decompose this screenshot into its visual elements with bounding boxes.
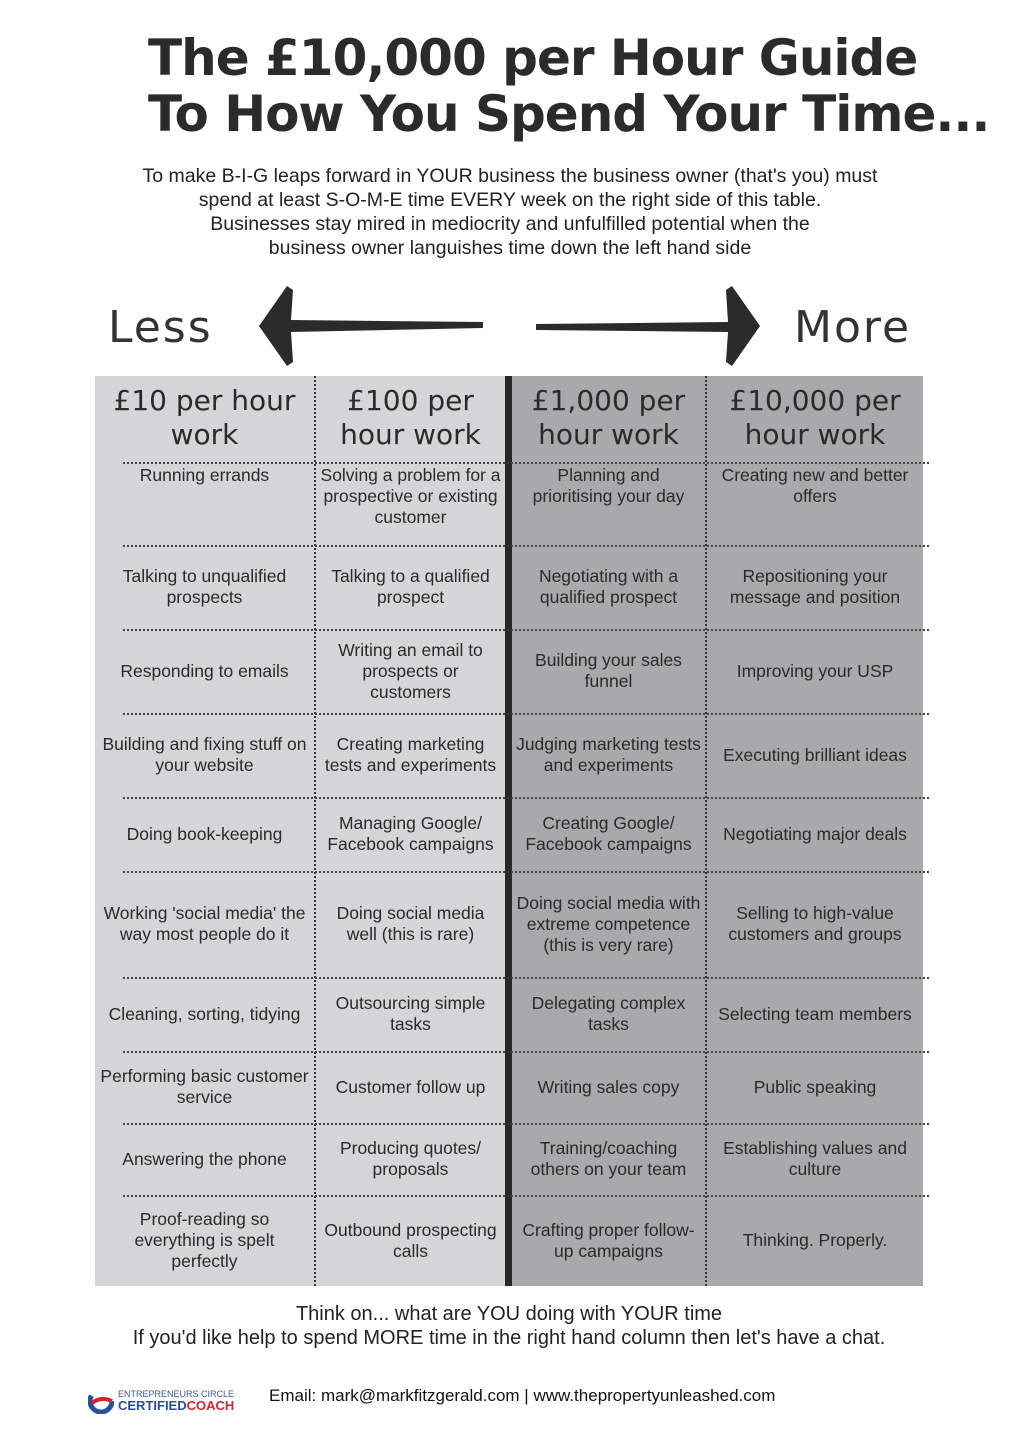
- table-cell: Talking to unqualified prospects: [122, 566, 287, 607]
- table-cell: Executing brilliant ideas: [723, 744, 907, 765]
- row-divider: [123, 545, 929, 547]
- row-divider: [123, 1195, 929, 1197]
- center-divider: [505, 376, 512, 1286]
- column-header: £10,000 per hour work: [729, 384, 901, 451]
- left-arrow-icon: [255, 282, 490, 372]
- intro-text: [60, 164, 960, 260]
- table-cell: Planning and prioritising your day: [532, 465, 685, 506]
- contact-info: Email: mark@markfitzgerald.com | www.thepropertyunleashed.com: [269, 1386, 776, 1405]
- more-label: More: [794, 302, 912, 353]
- table-cell: Public speaking: [753, 1076, 877, 1097]
- table-cell: Doing social media well (this is rare): [336, 903, 485, 944]
- table-cell: Building and fixing stuff on your website: [102, 734, 307, 775]
- table-cell: Performing basic customer service: [100, 1066, 309, 1107]
- table-cell: Thinking. Properly.: [742, 1230, 888, 1250]
- column-header: £10 per hour work: [113, 384, 296, 451]
- table-cell: Establishing values and culture: [723, 1138, 907, 1179]
- table-cell: Negotiating major deals: [723, 823, 907, 844]
- table-cell: Doing book-keeping: [126, 823, 283, 844]
- table-cell: Customer follow up: [335, 1076, 486, 1097]
- intro-line: business owner languishes time down the left hand side: [268, 237, 752, 259]
- table-cell: Training/coaching others on your team: [530, 1138, 687, 1179]
- intro-line: To make B-I-G leaps forward in YOUR business the business owner (that's you) must: [142, 165, 878, 187]
- table-cell: Creating Google/ Facebook campaigns: [525, 813, 692, 854]
- table-cell: Creating new and better offers: [721, 465, 909, 506]
- table-cell: Repositioning your message and position: [729, 566, 901, 607]
- table-cell: Delegating complex tasks: [531, 993, 686, 1034]
- row-divider: [123, 713, 929, 715]
- table-cell: Outsourcing simple tasks: [335, 993, 486, 1034]
- logo-mark-icon: [88, 1388, 114, 1414]
- right-arrow-icon: [532, 282, 767, 372]
- table-cell: Creating marketing tests and experiments: [324, 734, 497, 775]
- title-line-2: To How You Spend Your Time...: [148, 85, 990, 143]
- row-divider: [123, 462, 929, 464]
- time-value-table: [95, 376, 923, 1286]
- row-divider: [123, 797, 929, 799]
- intro-line: spend at least S-O-M-E time EVERY week on the right side of this table.: [198, 189, 822, 211]
- column-header: £100 per hour work: [340, 384, 481, 451]
- footer-line: Think on... what are YOU doing with YOUR time: [295, 1303, 723, 1325]
- page-title: [148, 30, 989, 142]
- table-cell: Talking to a qualified prospect: [331, 566, 490, 607]
- title-line-1: The £10,000 per Hour Guide: [148, 29, 918, 87]
- table-cell: Writing an email to prospects or customers: [338, 639, 483, 702]
- table-cell: Proof-reading so everything is spelt perfectly: [134, 1209, 275, 1271]
- table-cell: Running errands: [139, 465, 270, 485]
- table-cell: Solving a problem for a prospective or existing customer: [320, 465, 501, 527]
- less-label: Less: [108, 302, 213, 353]
- footer-text: [0, 1302, 1018, 1350]
- row-divider: [123, 1051, 929, 1053]
- table-cell: Judging marketing tests and experiments: [516, 734, 701, 775]
- table-cell: Improving your USP: [736, 660, 894, 681]
- table-cell: Building your sales funnel: [535, 650, 682, 691]
- table-cell: Doing social media with extreme competence (this is very rare): [516, 892, 701, 955]
- row-divider: [123, 977, 929, 979]
- table-cell: Responding to emails: [120, 660, 289, 681]
- table-cell: Producing quotes/ proposals: [339, 1138, 482, 1179]
- table-cell: Selling to high-value customers and groups: [728, 903, 902, 944]
- logo-top-text: ENTREPRENEURS CIRCLE: [118, 1389, 235, 1399]
- table-cell: Outbound prospecting calls: [324, 1219, 497, 1261]
- logo-certified: CERTIFIED: [118, 1398, 187, 1413]
- table-cell: Crafting proper follow-up campaigns: [522, 1219, 695, 1261]
- intro-line: Businesses stay mired in mediocrity and unfulfilled potential when the: [210, 213, 810, 235]
- row-divider: [123, 629, 929, 631]
- column-header: £1,000 per hour work: [531, 384, 686, 451]
- row-divider: [123, 1123, 929, 1125]
- table-cell: Negotiating with a qualified prospect: [538, 566, 679, 607]
- logo-coach: COACH: [186, 1398, 235, 1413]
- table-cell: Writing sales copy: [537, 1076, 680, 1097]
- table-cell: Answering the phone: [122, 1148, 287, 1169]
- table-cell: Selecting team members: [718, 1003, 912, 1024]
- certified-coach-logo: [88, 1388, 234, 1414]
- table-cell: Cleaning, sorting, tidying: [108, 1003, 301, 1024]
- row-divider: [123, 871, 929, 873]
- footer-line: If you'd like help to spend MORE time in the right hand column then let's have a chat.: [132, 1327, 886, 1349]
- table-cell: Working 'social media' the way most people do it: [103, 903, 306, 944]
- table-cell: Managing Google/ Facebook campaigns: [327, 813, 494, 854]
